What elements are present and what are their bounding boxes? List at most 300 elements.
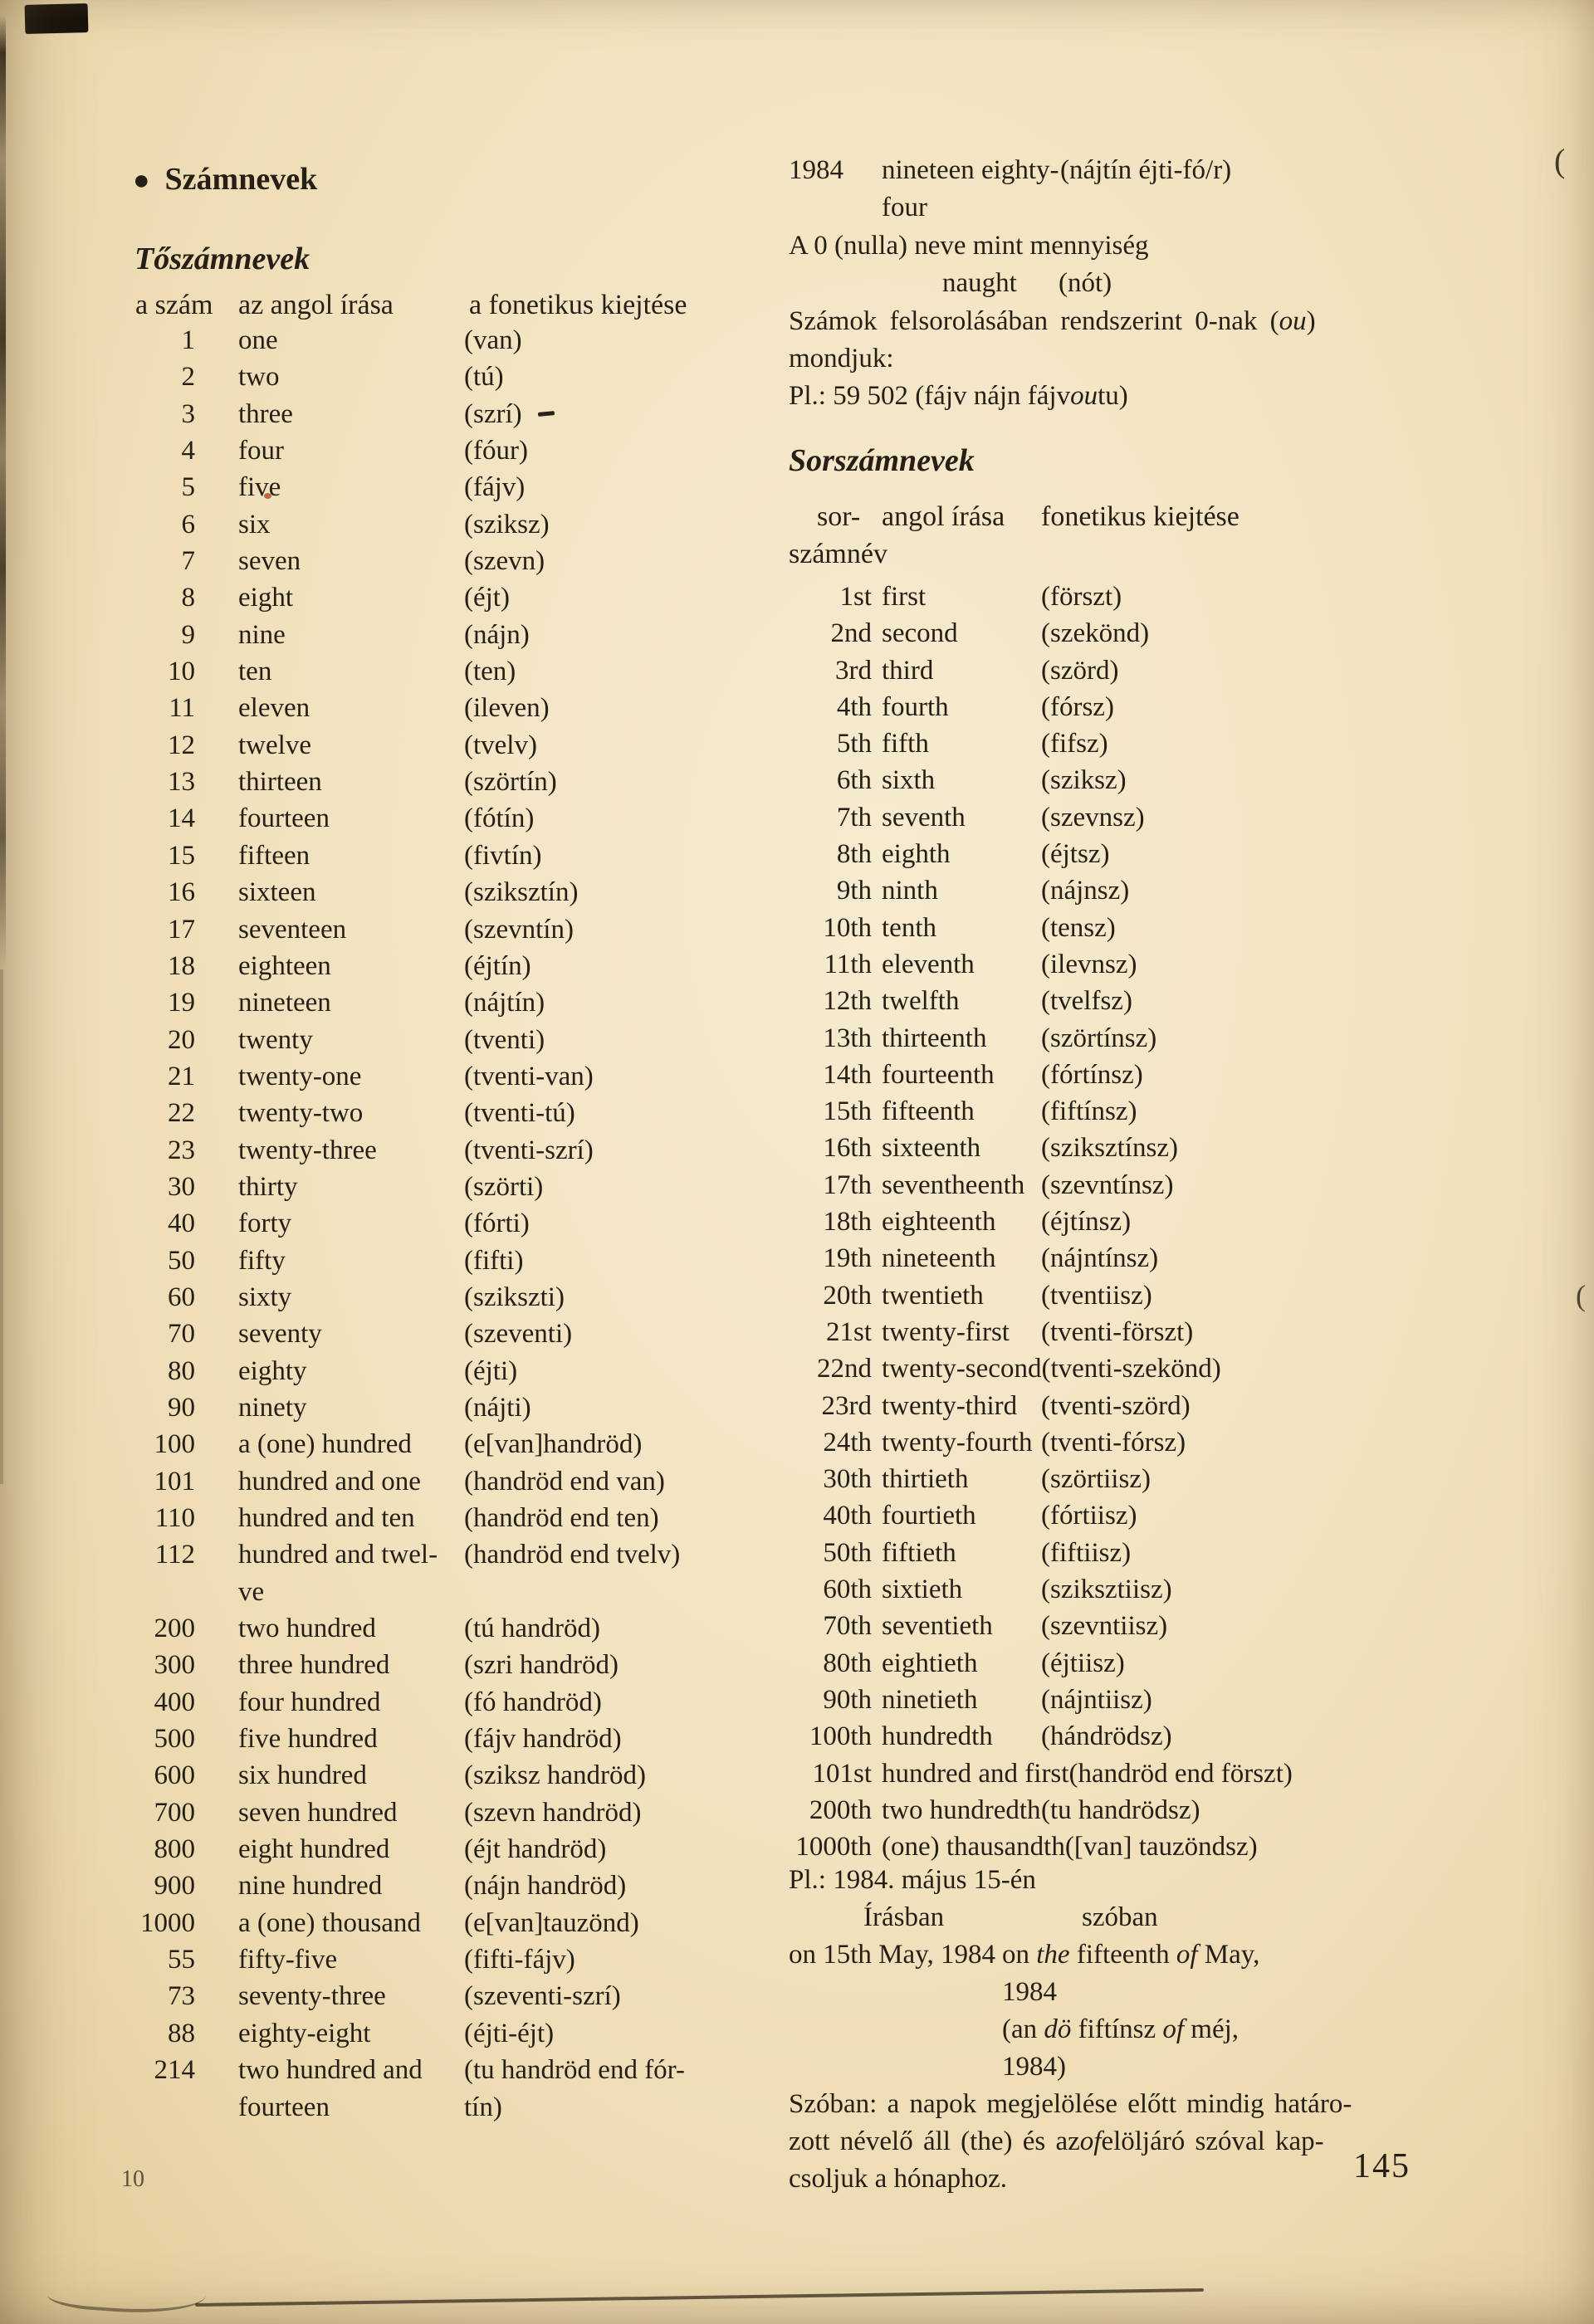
english-cell: seven [238, 546, 301, 577]
table-row [98, 1978, 685, 2014]
table-row [789, 1277, 1293, 1314]
header-phonetic: fonetikus kiejtése [1041, 501, 1240, 532]
number-cell: 90 [168, 1392, 195, 1423]
english-cell: ve [238, 1576, 265, 1607]
number-cell: 8th [836, 839, 872, 870]
written-spoken-labels [789, 1899, 1352, 1936]
english-cell: seventieth [882, 1611, 993, 1642]
table-row [789, 836, 1293, 872]
english-cell: ten [238, 657, 272, 687]
header-english: az angol írása [238, 290, 394, 320]
table-row [98, 1610, 685, 1647]
italic-text: the [1036, 1940, 1070, 1970]
english-cell: twenty-one [238, 1061, 362, 1091]
phonetic-cell: (fórti) [464, 1208, 530, 1239]
number-cell: 6th [836, 765, 872, 796]
number-cell: 110 [154, 1503, 195, 1533]
phonetic-cell: (szevn handröd) [464, 1797, 642, 1828]
table-row [98, 2089, 685, 2126]
number-cell: 1000 [140, 1907, 195, 1938]
english-cell: fifty-five [238, 1945, 338, 1975]
english-cell: eighty-eight [238, 2018, 371, 2048]
english-cell: fourteen [238, 2092, 330, 2122]
number-cell: 1st [839, 582, 872, 612]
english-cell: thirtieth [882, 1464, 969, 1495]
english-cell: twenty-first [882, 1316, 1010, 1347]
number-cell: 80 [168, 1355, 195, 1386]
phonetic-cell: (nájn) [464, 619, 530, 650]
table-row [98, 2015, 685, 2052]
phonetic-cell: (nájntínsz) [1041, 1243, 1159, 1274]
phonetic-cell: (fótín) [464, 803, 535, 834]
phonetic-cell: (tventi-förszt) [1041, 1316, 1194, 1347]
written-example: on 15th May, 1984 [789, 1940, 996, 1970]
number-cell: 22nd [817, 1354, 872, 1384]
english-cell: four [238, 436, 284, 466]
table-row [789, 1350, 1293, 1387]
table-row [789, 1497, 1293, 1534]
english-cell: thirty [238, 1171, 298, 1202]
english-cell: two [238, 362, 280, 393]
english-cell: naught [942, 268, 1017, 299]
phonetic-cell: (fájv handröd) [464, 1724, 622, 1755]
table-row [789, 1755, 1293, 1792]
english-cell: eighteenth [882, 1207, 996, 1238]
number-cell: 12th [823, 986, 872, 1017]
english-cell: second [882, 618, 958, 649]
number-cell: 300 [154, 1650, 195, 1681]
phonetic-cell: (handröd end van) [464, 1466, 665, 1496]
number-cell: 5th [836, 729, 872, 759]
phonetic-cell: (sziksztín) [464, 877, 579, 908]
english-cell: fourth [882, 691, 949, 722]
italic-text: of [1079, 2126, 1102, 2156]
phonetic-cell: (szörti) [464, 1171, 544, 1202]
number-cell: 60 [168, 1282, 195, 1312]
number-cell: 214 [154, 2055, 195, 2086]
english-cell: sixteen [238, 877, 316, 908]
table-row [98, 1684, 685, 1721]
text: fifteenth [1069, 1940, 1176, 1970]
table-row [98, 1905, 685, 1941]
english-cell: thirteenth [882, 1023, 987, 1053]
english-cell: a (one) hundred [238, 1429, 412, 1460]
phonetic-cell: (sziksztiisz) [1041, 1575, 1172, 1605]
phonetic-cell: (szri handröd) [464, 1650, 619, 1681]
number-cell: 55 [168, 1945, 195, 1975]
text: Szóban: a napok megjelölése előtt mindig határo- [789, 2089, 1352, 2119]
number-cell: 12 [168, 730, 195, 760]
english-cell: eighth [882, 839, 951, 870]
english-cell: eleventh [882, 949, 975, 979]
stray-paren-mark: ( [1554, 142, 1566, 179]
table-row [98, 1794, 685, 1831]
table-row [789, 1828, 1293, 1865]
number-cell: 10th [823, 912, 872, 943]
table-row [789, 1571, 1293, 1608]
phonetic-cell: (éjtsz) [1041, 839, 1110, 870]
phonetic-cell: (szekönd) [1041, 618, 1150, 649]
listing-note-line-2 [789, 340, 1316, 378]
number-cell: 22 [168, 1098, 195, 1129]
number-cell: 1984 [789, 155, 843, 185]
phonetic-cell: (fifsz) [1041, 729, 1108, 759]
english-cell: twenty-fourth [882, 1427, 1033, 1457]
number-cell: 30th [823, 1464, 872, 1495]
phonetic-cell: (nájntiisz) [1041, 1684, 1152, 1715]
phonetic-cell: (van) [464, 325, 522, 355]
table-row [789, 872, 1293, 909]
table-row [98, 948, 685, 984]
spoken-label: szóban [1082, 1902, 1158, 1932]
english-cell: eight hundred [238, 1834, 390, 1865]
table-row [98, 617, 685, 653]
phonetic-cell: (szevntínsz) [1041, 1169, 1174, 1200]
number-cell: 80th [823, 1648, 872, 1678]
phonetic-cell: (fivtín) [464, 840, 542, 871]
phonetic-cell: (fájv) [464, 472, 526, 503]
number-cell: 3 [181, 398, 195, 429]
table-row [789, 1608, 1293, 1644]
number-cell: 20 [168, 1024, 195, 1055]
table-row [789, 799, 1293, 836]
table-row [789, 689, 1293, 725]
table-row [98, 469, 685, 505]
year-example-row [789, 152, 1316, 189]
english-cell: ninth [882, 876, 938, 906]
table-row [98, 543, 685, 579]
table-row [98, 727, 685, 764]
table-row [789, 615, 1293, 652]
english-cell: sixty [238, 1282, 292, 1312]
english-cell: fourteen [238, 803, 330, 834]
section-heading [133, 161, 317, 198]
table-row [98, 1058, 685, 1095]
italic-text: of [1162, 2014, 1185, 2044]
table-row [789, 579, 1293, 615]
phonetic-cell: (szevnsz) [1041, 802, 1145, 832]
number-cell: 19 [168, 988, 195, 1018]
table-row [98, 506, 685, 543]
phonetic-cell: (szeventi) [464, 1319, 573, 1350]
table-row [98, 1868, 685, 1904]
phonetic-cell: (sziksz handröd) [464, 1760, 647, 1791]
scan-edge-artifact-2 [0, 969, 3, 1484]
number-cell: 21 [168, 1061, 195, 1091]
phonetic-cell: (fó handröd) [464, 1687, 602, 1717]
number-cell: 1 [181, 325, 195, 355]
table-row [98, 1647, 685, 1683]
text: tu) [1098, 381, 1128, 412]
english-cell: fiftieth [882, 1537, 956, 1568]
note-line [789, 2123, 1352, 2160]
year-example-row-2 [789, 189, 1316, 227]
number-cell: 200 [154, 1614, 195, 1644]
number-cell: 19th [823, 1243, 872, 1274]
ordinal-table-header [789, 498, 1240, 573]
number-cell: 13th [823, 1023, 872, 1053]
english-cell: seventheenth [882, 1169, 1025, 1200]
text: May, [1197, 1940, 1260, 1970]
english-cell: seventy-three [238, 1981, 386, 2012]
number-cell: 7th [836, 802, 872, 832]
header-ordinal: sor- [817, 501, 861, 532]
phonetic-cell: (förszt) [1041, 582, 1122, 612]
text-line: mondjuk: [789, 343, 894, 374]
text-line: Pl.: 1984. május 15-én [789, 1865, 1036, 1895]
table-row [98, 1389, 685, 1426]
number-cell: 18 [168, 950, 195, 981]
ordinal-header-line-2 [789, 535, 1240, 573]
number-cell: 9 [181, 619, 195, 650]
english-cell: eighty [238, 1355, 307, 1386]
number-cell: 16th [823, 1133, 872, 1164]
number-cell [98, 1574, 195, 1610]
number-cell: 73 [168, 1981, 195, 2012]
english-cell: a (one) thousand [238, 1907, 421, 1938]
header-phonetic: a fonetikus kiejtése [469, 290, 687, 320]
phonetic-cell: (tventi-fórsz) [1041, 1427, 1186, 1457]
phonetic-cell: (tventiisz) [1041, 1280, 1152, 1311]
section-title: Számnevek [164, 162, 318, 197]
table-row [98, 1316, 685, 1352]
number-cell: 23 [168, 1135, 195, 1165]
table-row [98, 653, 685, 690]
table-row [98, 1941, 685, 1978]
phonetic-cell: (e[van]handröd) [464, 1429, 643, 1460]
phonetic-cell: (szörtín) [464, 767, 557, 798]
text-line: A 0 (nulla) neve mint mennyiség [789, 230, 1149, 261]
english-cell: twenty-third [882, 1390, 1018, 1421]
english-cell: fifteen [238, 840, 310, 871]
phonetic-cell: (ilevnsz) [1041, 949, 1137, 979]
ordinal-header-line-1 [789, 498, 1240, 535]
number-cell: 13 [168, 767, 195, 798]
number-cell: 30 [168, 1171, 195, 1202]
table-row [98, 1022, 685, 1058]
phonetic-cell: (éjti) [464, 1355, 518, 1386]
table-row [98, 322, 685, 359]
number-cell: 14 [168, 803, 195, 834]
scan-blob-artifact [25, 3, 89, 34]
phonetic-cell: (fórsz) [1041, 691, 1114, 722]
english-cell: twenty [238, 1024, 313, 1055]
english-cell: four hundred [238, 1687, 381, 1717]
english-cell: six hundred [238, 1760, 367, 1791]
table-row [98, 579, 685, 616]
number-cell: 60th [823, 1575, 872, 1605]
english-cell: fourteenth [882, 1059, 995, 1090]
table-row [789, 946, 1293, 983]
phonetic-cell: (fórtínsz) [1041, 1059, 1143, 1090]
number-cell: 4 [181, 436, 195, 466]
table-row [98, 764, 685, 800]
phonetic-cell: (éjt handröd) [464, 1834, 607, 1865]
english-cell-continued: four [882, 193, 927, 223]
phonetic-cell: (tú) [464, 362, 504, 393]
phonetic-cell: (tventi-tú) [464, 1098, 575, 1129]
english-cell: twelfth [882, 986, 960, 1017]
number-cell: 18th [823, 1207, 872, 1238]
phonetic-cell: (tú handröd) [464, 1614, 601, 1644]
english-cell: eleven [238, 693, 310, 724]
number-cell: 700 [154, 1797, 195, 1828]
english-cell: nine hundred [238, 1871, 383, 1902]
phonetic-cell: (szrí) [464, 398, 522, 429]
number-cell: 50th [823, 1537, 872, 1568]
table-row [789, 1314, 1293, 1350]
zero-example-line [789, 378, 1316, 415]
phonetic-cell: (éjtiisz) [1041, 1648, 1125, 1678]
spoken-example [1002, 1936, 1259, 1974]
table-row [98, 1721, 685, 1757]
table-row [789, 1204, 1293, 1240]
number-cell: 90th [823, 1684, 872, 1715]
phonetic-cell: (fiftiisz) [1041, 1537, 1132, 1568]
phonetic-cell: (szörtínsz) [1041, 1023, 1157, 1053]
english-cell: twenty-second [882, 1354, 1042, 1384]
ordinal-numbers-subtitle: Sorszámnevek [789, 443, 975, 478]
english-cell: thirteen [238, 767, 322, 798]
text: Pl.: 59 502 (fájv nájn fájv [789, 381, 1071, 412]
right-intro-block [789, 152, 1316, 416]
phonetic-cell: (fóur) [464, 436, 528, 466]
phonetic-cell: (éjtín) [464, 950, 531, 981]
table-row [789, 1020, 1293, 1057]
english-cell: fifth [882, 729, 929, 759]
table-row [789, 1682, 1293, 1718]
table-row [98, 837, 685, 874]
phonetic-cell: (ten) [464, 657, 516, 687]
english-cell: first [882, 582, 927, 612]
number-cell: 101st [812, 1758, 872, 1789]
table-row [789, 1424, 1293, 1461]
phonetic-cell: (szörd) [1041, 655, 1119, 686]
number-cell: 3rd [835, 655, 872, 686]
cardinal-numbers-table [98, 322, 685, 2126]
italic-text: ou [1070, 381, 1098, 412]
english-cell: sixtieth [882, 1575, 963, 1605]
number-cell: 23rd [821, 1390, 872, 1421]
bullet-icon: ● [133, 165, 150, 196]
spoken-example-line-3 [789, 2011, 1352, 2048]
phonetic-cell: (e[van]tauzönd) [464, 1907, 639, 1938]
phonetic-cell: (handröd end förszt) [1068, 1758, 1293, 1789]
table-row [98, 1132, 685, 1169]
phonetic-cell: (tventi-szekönd) [1041, 1354, 1221, 1384]
english-cell: tenth [882, 912, 936, 943]
phonetic-cell: (fiftínsz) [1041, 1096, 1137, 1127]
number-cell: 2 [181, 362, 195, 393]
number-cell: 6 [181, 509, 195, 540]
english-cell: twentieth [882, 1280, 984, 1311]
text: méj, [1184, 2014, 1240, 2044]
date-example-block [789, 1862, 1352, 2198]
number-cell: 11 [169, 693, 195, 724]
spoken-example-line-2 [789, 1974, 1352, 2011]
english-cell: nine [238, 619, 286, 650]
table-row [98, 1243, 685, 1279]
phonetic-cell: ([van] tauzöndsz) [1064, 1832, 1258, 1863]
phonetic-cell: (nájn handröd) [464, 1871, 627, 1902]
english-cell: hundred and twel- [238, 1540, 438, 1570]
table-row [98, 359, 685, 395]
english-cell: forty [238, 1208, 292, 1239]
english-cell: seventh [882, 802, 966, 832]
table-row [789, 1461, 1293, 1497]
english-cell: hundredth [882, 1721, 993, 1752]
phonetic-cell: (fifti-fájv) [464, 1945, 575, 1975]
text: zott névelő áll (the) és az [789, 2126, 1080, 2156]
english-cell: hundred and first [882, 1758, 1069, 1789]
cardinal-numbers-subtitle: Tőszámnevek [134, 242, 310, 276]
phonetic-cell: (fórtiisz) [1041, 1501, 1137, 1531]
table-row [98, 1463, 685, 1500]
number-cell: 20th [823, 1280, 872, 1311]
phonetic-cell: (handröd end ten) [464, 1503, 659, 1533]
number-cell: 70th [823, 1611, 872, 1642]
number-cell: 800 [154, 1834, 195, 1865]
number-cell: 40 [168, 1208, 195, 1239]
number-cell: 15th [823, 1096, 872, 1127]
number-cell: 10 [168, 657, 195, 687]
scan-bottom-line-artifact [195, 2288, 1204, 2307]
scan-bottom-curve-artifact [47, 2268, 208, 2317]
phonetic-line [1002, 2011, 1239, 2048]
table-row [789, 983, 1293, 1019]
phonetic-cell: (hándrödsz) [1041, 1721, 1172, 1752]
table-row [98, 1353, 685, 1389]
table-row [789, 1057, 1293, 1093]
phonetic-cell: (éjt) [464, 583, 510, 613]
number-cell: 24th [823, 1427, 872, 1457]
date-example-line [789, 1862, 1352, 1899]
table-row [98, 1757, 685, 1794]
english-cell: twenty-two [238, 1098, 364, 1129]
phonetic-cell: (éjti-éjt) [464, 2018, 555, 2048]
italic-text: of [1176, 1940, 1198, 1970]
phonetic-cell: (sziksz) [1041, 765, 1127, 796]
english-cell: nineteenth [882, 1243, 996, 1274]
number-cell: 600 [154, 1760, 195, 1791]
table-row [98, 2052, 685, 2088]
table-row [98, 396, 685, 432]
number-cell: 100th [809, 1721, 872, 1752]
number-cell: 17 [168, 914, 195, 945]
spoken-example-line-4 [789, 2048, 1352, 2086]
table-row [98, 1169, 685, 1205]
scan-edge-artifact [0, 15, 6, 969]
table-row [789, 1240, 1293, 1277]
number-cell: 101 [154, 1466, 195, 1496]
phonetic-cell: (nájnsz) [1041, 876, 1130, 906]
number-cell: 40th [823, 1501, 872, 1531]
table-row [98, 984, 685, 1021]
table-row [98, 800, 685, 837]
english-cell: hundred and ten [238, 1503, 415, 1533]
table-row [98, 1095, 685, 1131]
header-ordinal-continued: számnév [789, 539, 887, 569]
english-cell: twenty-three [238, 1135, 377, 1165]
italic-text: dö [1044, 2014, 1072, 2044]
phonetic-cell: (handröd end tvelv) [464, 1540, 681, 1570]
text: elöljáró szóval kap- [1101, 2126, 1324, 2156]
number-cell: 88 [168, 2018, 195, 2048]
phonetic-cell: (éjtínsz) [1041, 1207, 1132, 1238]
number-cell: 4th [836, 691, 872, 722]
phonetic-cell: tín) [464, 2092, 502, 2122]
english-cell: eight [238, 583, 293, 613]
